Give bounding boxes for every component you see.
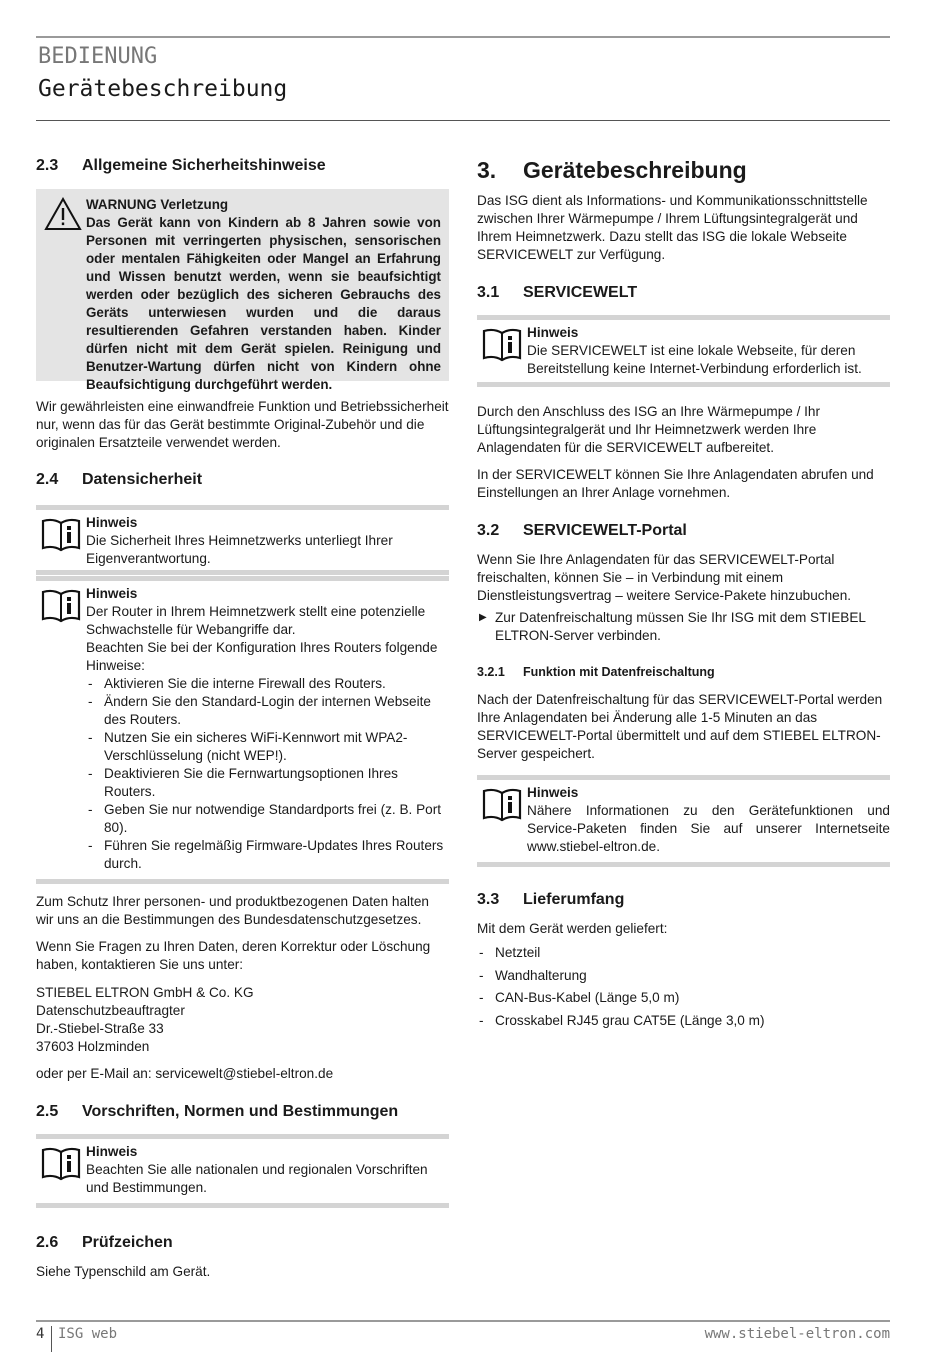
list-item: - CAN-Bus-Kabel (Länge 5,0 m): [477, 987, 890, 1010]
info-book-icon: [477, 324, 527, 378]
section-3-1: [477, 283, 890, 303]
heading-2-4: 2.4 Datensicherheit: [36, 471, 203, 488]
section-3-2-1: [477, 664, 890, 680]
top-rule: [36, 36, 890, 38]
heading-3-2: 3.2 SERVICEWELT-Portal: [477, 522, 687, 539]
hint-title: Hinweis: [86, 515, 138, 530]
info-book-icon: [477, 784, 527, 856]
hint-text: Beachten Sie alle nationalen und regionalen Vorschriften und Bestimmungen.: [86, 1162, 428, 1195]
warning-title: WARNUNG Verletzung: [86, 197, 229, 212]
address-line: 37603 Holzminden: [36, 1039, 150, 1054]
heading-3-1: 3.1 SERVICEWELT: [477, 284, 638, 301]
heading-3-2-1: 3.2.1 Funktion mit Datenfreischaltung: [477, 665, 715, 679]
s321-paragraph: Nach der Datenfreischaltung für das SERVICEWELT-Portal werden Ihre Anlagendaten bei Änderung alle 1-5 Minuten an das SERVICEWELT-Portal übermittelt und auf dem STIEBEL ELTRON-Server gespeichert.: [477, 692, 883, 761]
section-3-2: [477, 521, 890, 541]
s26-paragraph: Siehe Typenschild am Gerät.: [36, 1264, 211, 1279]
delivery-list: [477, 942, 890, 1032]
section-3: [477, 156, 890, 184]
hint-text: Die SERVICEWELT ist eine lokale Webseite, für deren Bereitstellung keine Internet-Verbindung erforderlich ist.: [527, 343, 862, 376]
address-line: Dr.-Stiebel-Straße 33: [36, 1021, 164, 1036]
list-item: - Wandhalterung: [477, 965, 890, 988]
heading-2-6: 2.6 Prüfzeichen: [36, 1234, 173, 1251]
heading-2-5: 2.5 Vorschriften, Normen und Bestimmungen: [36, 1103, 399, 1120]
hint-title: Hinweis: [527, 785, 579, 800]
section-3-3: [477, 890, 890, 910]
list-item: - Netzteil: [477, 942, 890, 965]
s32-step: ▶ Zur Datenfreischaltung müssen Sie Ihr ISG mit dem STIEBEL ELTRON-Server verbinden.: [477, 609, 877, 645]
s23-paragraph: Wir gewährleisten eine einwandfreie Funktion und Betriebssicherheit nur, wenn das für das Gerät bestimmte Original-Zubehör und die originalen Ersatzteile verwendet werden.: [36, 399, 449, 450]
s24-paragraph-1: Zum Schutz Ihrer personen- und produktbezogenen Daten halten wir uns an die Bestimmungen des Bundesdatenschutzgesetzes.: [36, 894, 429, 927]
header-title: Gerätebeschreibung: [38, 76, 288, 102]
hint-text: Beachten Sie bei der Konfiguration Ihres Routers folgende Hinweise:: [86, 640, 438, 673]
hint-text: Die Sicherheit Ihres Heimnetzwerks unterliegt Ihrer Eigenverantwortung.: [86, 533, 393, 566]
hint-box-regulations: [36, 1134, 449, 1208]
warning-box: [36, 189, 449, 392]
hint-title: Hinweis: [527, 325, 579, 340]
header-rule: [36, 120, 890, 121]
list-item: - Crosskabel RJ45 grau CAT5E (Länge 3,0 m): [477, 1010, 890, 1033]
hint-text: Der Router in Ihrem Heimnetzwerk stellt eine potenzielle Schwachstelle für Webangriffe dar.: [86, 604, 426, 637]
warning-triangle-icon: [44, 196, 86, 373]
list-item: - Deaktivieren Sie die Fernwartungsoptionen Ihres Routers.: [86, 765, 449, 801]
list-item: - Führen Sie regelmäßig Firmware-Updates Ihres Routers durch.: [86, 837, 449, 873]
s31-paragraph-1: Durch den Anschluss des ISG an Ihre Wärmepumpe / Ihr Lüftungsintegralgerät und Ihr Heimnetzwerk werden Ihre Anlagendaten für die SERVICEWELT aufbereitet.: [477, 404, 821, 455]
s31-paragraph-2: In der SERVICEWELT können Sie Ihre Anlagendaten abrufen und Einstellungen an Ihrer Anlage vornehmen.: [477, 467, 874, 500]
address-line: STIEBEL ELTRON GmbH & Co. KG: [36, 985, 254, 1000]
hint-box-service-info: [477, 775, 890, 867]
hint-title: Hinweis: [86, 1144, 138, 1159]
list-item: - Nutzen Sie ein sicheres WiFi-Kennwort mit WPA2-Verschlüsselung (nicht WEP!).: [86, 729, 449, 765]
heading-3-3: 3.3 Lieferumfang: [477, 891, 625, 908]
s32-paragraph: Wenn Sie Ihre Anlagendaten für das SERVICEWELT-Portal freischalten, können Sie – in Verbindung mit einem Dienstleistungsvertrag – weitere Service-Pakete hinzubuchen.: [477, 552, 852, 603]
s3-paragraph: Das ISG dient als Informations- und Kommunikationsschnittstelle zwischen Ihrer Wärmepumpe / Ihrem Lüftungsintegralgerät und Ihrem Heimnetzwerk. Dazu stellt das ISG die lokale Webseite SERVICEWELT zur Verfügung.: [477, 193, 868, 262]
section-2-6: [36, 1233, 449, 1253]
hint-text: Nähere Informationen zu den Gerätefunktionen und Service-Paketen finden Sie auf unserer Internetseite www.stiebel-eltron.de.: [527, 803, 890, 854]
section-2-4: [36, 470, 449, 490]
warning-text: Das Gerät kann von Kindern ab 8 Jahren sowie von Personen mit verringerten physischen, sensorischen oder mentalen Fähigkeiten oder Mangel an Erfahrung und Wissen benutzt werden, wenn sie beaufsichtigt werden oder bezüglich des sicheren Gebrauchs des Geräts unterwiesen wurden und die daraus resultierenden Gefahren verstanden haben. Kinder dürfen nicht mit dem Gerät spielen. Reinigung und Benutzer-Wartung dürfen nicht von Kindern ohne Beaufsichtigung durchgeführt werden.: [86, 215, 441, 392]
footer-separator: [51, 1326, 52, 1352]
router-tips-list: [86, 675, 449, 873]
section-2-3: [36, 156, 449, 176]
header-section: BEDIENUNG: [38, 44, 158, 69]
address-block: [36, 984, 449, 1056]
s24-paragraph-2: Wenn Sie Fragen zu Ihren Daten, deren Korrektur oder Löschung haben, kontaktieren Sie uns unter:: [36, 939, 431, 972]
hint-title: Hinweis: [86, 586, 138, 601]
info-book-icon: [36, 585, 86, 873]
address-line: Datenschutzbeauftragter: [36, 1003, 185, 1018]
hint-box-servicewelt: [477, 315, 890, 387]
footer-url: www.stiebel-eltron.com: [704, 1326, 890, 1342]
heading-2-3: 2.3 Allgemeine Sicherheitshinweise: [36, 157, 326, 174]
info-book-icon: [36, 514, 86, 568]
list-item: - Ändern Sie den Standard-Login der internen Webseite des Routers.: [86, 693, 449, 729]
s33-paragraph: Mit dem Gerät werden geliefert:: [477, 921, 668, 936]
email-line: oder per E-Mail an: servicewelt@stiebel-eltron.de: [36, 1066, 334, 1081]
info-book-icon: [36, 1143, 86, 1197]
list-item: - Aktivieren Sie die interne Firewall des Routers.: [86, 675, 449, 693]
page-number: 4: [36, 1326, 45, 1342]
hint-box-router: [36, 576, 449, 884]
list-item: - Geben Sie nur notwendige Standardports frei (z. B. Port 80).: [86, 801, 449, 837]
hint-box-data-security: [36, 505, 449, 575]
footer-rule: [36, 1320, 890, 1322]
section-2-5: [36, 1102, 449, 1122]
footer-product: ISG web: [58, 1326, 118, 1342]
heading-3: 3. Gerätebeschreibung: [477, 157, 747, 183]
